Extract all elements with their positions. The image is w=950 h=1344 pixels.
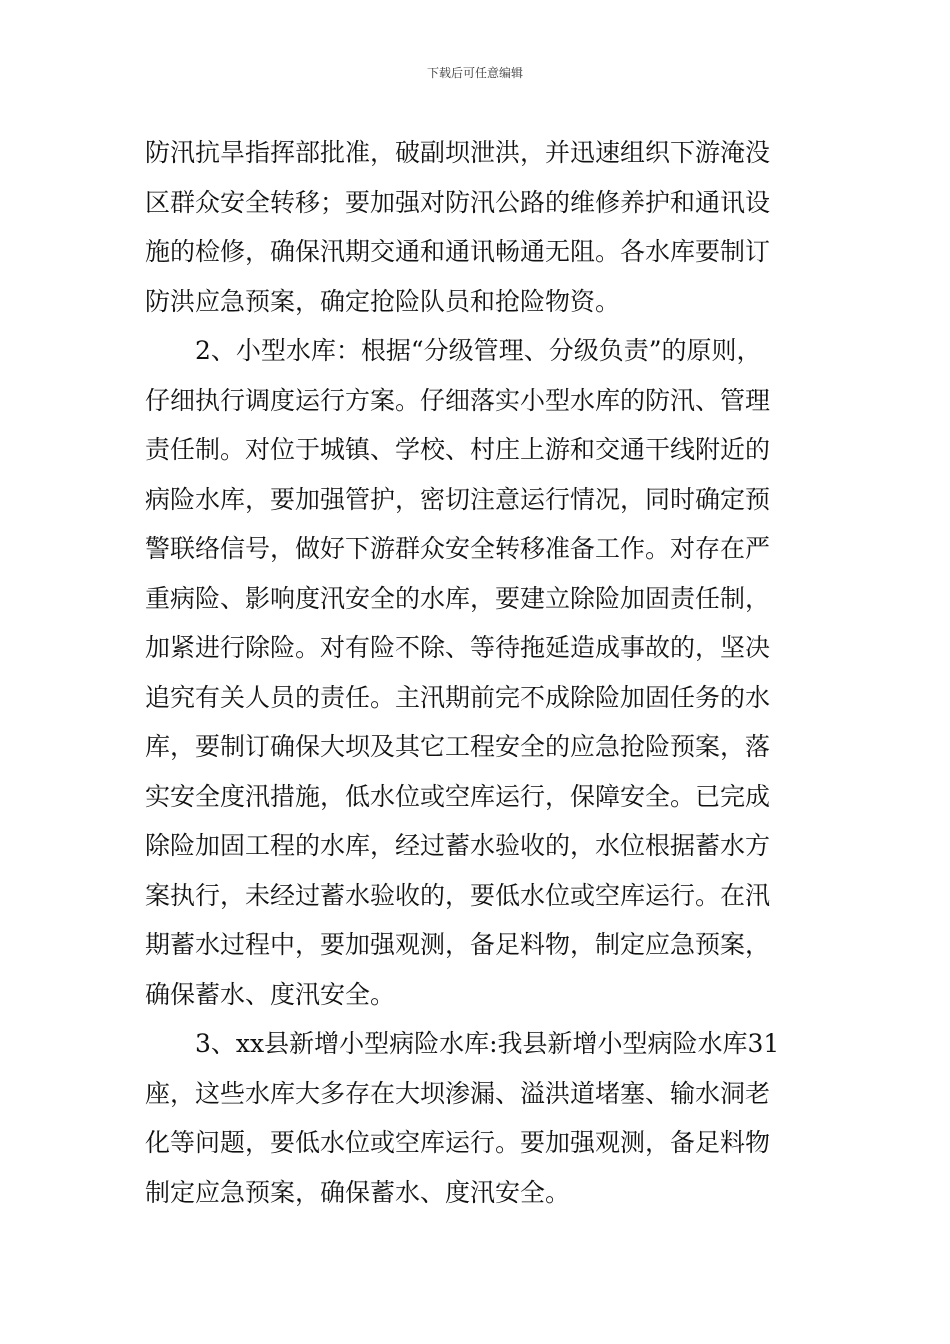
paragraph-line: 施的检修，确保汛期交通和通讯畅通无阻。各水库要制订 (145, 237, 771, 266)
paragraph-line: 病险水库，要加强管护，密切注意运行情况，同时确定预 (145, 484, 771, 514)
paragraph-line: 3、xx县新增小型病险水库:我县新增小型病险水库31 (195, 1029, 780, 1058)
paragraph-line: 实安全度汛措施，低水位或空库运行，保障安全。已完成 (145, 781, 771, 811)
paragraph-line: 警联络信号，做好下游群众安全转移准备工作。对存在严 (145, 534, 771, 563)
paragraph-line: 期蓄水过程中，要加强观测，备足料物，制定应急预案， (145, 930, 771, 959)
paragraph-2 (145, 326, 805, 1019)
paragraph-line: 区群众安全转移；要加强对防汛公路的维修养护和通讯设 (145, 187, 771, 217)
paragraph-line: 库，要制订确保大坝及其它工程安全的应急抢险预案，落 (145, 732, 771, 761)
paragraph-line: 制定应急预案，确保蓄水、度汛安全。 (145, 1177, 571, 1207)
paragraph-line: 加紧进行除险。对有险不除、等待拖延造成事故的，坚决 (145, 633, 771, 662)
paragraph-line: 2、小型水库：根据“分级管理、分级负责”的原则， (195, 336, 762, 365)
paragraph-line: 确保蓄水、度汛安全。 (145, 979, 396, 1009)
document-body (145, 128, 805, 1217)
paragraph-line: 仔细执行调度运行方案。仔细落实小型水库的防汛、管理 (145, 385, 771, 415)
page-header: 下载后可任意编辑 (426, 66, 523, 80)
paragraph-line: 防汛抗旱指挥部批准，破副坝泄洪，并迅速组织下游淹没 (145, 138, 771, 167)
paragraph-line: 防洪应急预案，确定抢险队员和抢险物资。 (145, 286, 621, 316)
paragraph-1 (145, 128, 805, 326)
paragraph-line: 责任制。对位于城镇、学校、村庄上游和交通干线附近的 (145, 435, 771, 464)
paragraph-line: 案执行，未经过蓄水验收的，要低水位或空库运行。在汛 (145, 880, 771, 910)
paragraph-line: 追究有关人员的责任。主汛期前完不成除险加固任务的水 (145, 682, 771, 712)
paragraph-line: 重病险、影响度汛安全的水库，要建立除险加固责任制， (145, 583, 771, 613)
paragraph-line: 除险加固工程的水库，经过蓄水验收的，水位根据蓄水方 (145, 831, 771, 860)
paragraph-line: 化等问题，要低水位或空库运行。要加强观测，备足料物 (145, 1128, 771, 1157)
paragraph-line: 座，这些水库大多存在大坝渗漏、溢洪道堵塞、输水洞老 (145, 1078, 771, 1108)
paragraph-3 (145, 1019, 805, 1217)
